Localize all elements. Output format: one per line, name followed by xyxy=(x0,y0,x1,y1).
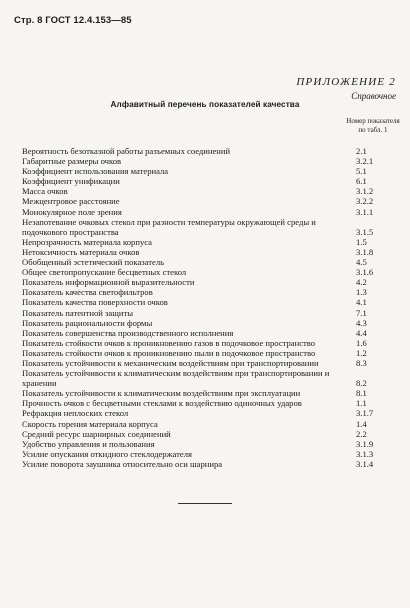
indicator-name: Усилие поворота заушника относительно оси шарнира xyxy=(22,458,223,469)
indicator-name: Общее светопропускание бесцветных стекол xyxy=(22,267,187,278)
indicator-number: 8.3 xyxy=(356,357,367,368)
indicator-number: 3.2.1 xyxy=(356,156,374,167)
indicator-number: 3.1.8 xyxy=(356,246,374,257)
indicator-name: Межцентровое расстояние xyxy=(22,196,120,207)
table-row xyxy=(22,429,400,439)
table-row xyxy=(22,207,400,217)
indicator-number: 4.3 xyxy=(356,317,367,328)
indicator-number: 1.3 xyxy=(356,287,367,298)
indicator-name: Показатель рациональности формы xyxy=(22,317,153,328)
indicator-number: 4.1 xyxy=(356,297,367,308)
indicator-number: 3.1.3 xyxy=(356,448,374,459)
table-row xyxy=(22,166,400,176)
table-row xyxy=(22,196,400,206)
indicator-number: 3.1.6 xyxy=(356,267,374,278)
table-row xyxy=(22,308,400,318)
table-row xyxy=(22,186,400,196)
table-row xyxy=(22,408,400,418)
appendix-block xyxy=(296,76,396,102)
appendix-title: ПРИЛОЖЕНИЕ 2 xyxy=(296,76,396,88)
indicator-number: 3.1.9 xyxy=(356,438,374,449)
column-header-number: Номер показателя по табл. 1 xyxy=(346,117,400,134)
indicator-number: 6.1 xyxy=(356,176,367,187)
indicator-name: Коэффициент использования материала xyxy=(22,166,169,177)
table-row xyxy=(22,217,400,237)
table-row xyxy=(22,348,400,358)
table-row xyxy=(22,439,400,449)
table-row xyxy=(22,358,400,368)
indicator-name: Показатель устойчивости к климатическим воздействиям при транспортировании и хранении xyxy=(22,368,330,389)
table-row xyxy=(22,388,400,398)
indicator-name: Коэффициент унификации xyxy=(22,176,120,187)
table-row xyxy=(22,156,400,166)
indicator-name: Средний ресурс шарнирных соединений xyxy=(22,428,171,439)
indicator-name: Масса очков xyxy=(22,186,68,197)
indicator-name: Скорость горения материала корпуса xyxy=(22,418,158,429)
indicator-number: 3.1.5 xyxy=(356,226,374,237)
indicator-number: 8.2 xyxy=(356,378,367,389)
indicator-number: 2.2 xyxy=(356,428,367,439)
table-row xyxy=(22,146,400,156)
indicator-name: Показатель стойкости очков к проникновению газов в подочковое пространство xyxy=(22,337,316,348)
indicator-name: Вероятность безотказной работы разъемных соединений xyxy=(22,146,231,156)
indicator-number: 5.1 xyxy=(356,166,367,177)
indicator-name: Усилие опускания откидного стеклодержателя xyxy=(22,448,192,459)
indicator-number: 4.4 xyxy=(356,327,367,338)
indicator-name: Показатель качества поверхности очков xyxy=(22,297,168,308)
indicator-number: 3.2.2 xyxy=(356,196,374,207)
table-row xyxy=(22,398,400,408)
indicator-number: 1.4 xyxy=(356,418,367,429)
table-row xyxy=(22,277,400,287)
indicator-name: Незапотевание очковых стекол при разности температуры окружающей среды и подочкового пространства xyxy=(22,216,316,237)
indicator-name: Нетоксичность материала очков xyxy=(22,246,140,257)
indicator-name: Показатель устойчивости к механическим воздействиям при транспортировании xyxy=(22,357,319,368)
indicator-number: 3.1.2 xyxy=(356,186,374,197)
indicator-name: Показатель совершенства производственного исполнения xyxy=(22,327,234,338)
page-header: Стр. 8 ГОСТ 12.4.153—85 xyxy=(14,15,132,26)
table-row xyxy=(22,449,400,459)
table-row xyxy=(22,176,400,186)
indicator-name: Монокулярное поле зрения xyxy=(22,206,122,217)
indicator-number: 1.5 xyxy=(356,236,367,247)
indicator-name: Показатель устойчивости к климатическим воздействиям при эксплуатации xyxy=(22,388,301,399)
indicator-number: 3.1.1 xyxy=(356,206,374,217)
indicator-name: Удобство управления и пользования xyxy=(22,438,155,449)
indicator-number: 4.5 xyxy=(356,257,367,268)
indicator-name: Показатель информационной выразительности xyxy=(22,277,195,288)
indicator-number: 1.2 xyxy=(356,347,367,358)
indicator-name: Рефракция неплоских стекол xyxy=(22,408,129,419)
indicator-number: 3.1.4 xyxy=(356,458,374,469)
table-row xyxy=(22,368,400,388)
table-row xyxy=(22,459,400,469)
table-row xyxy=(22,257,400,267)
table-row xyxy=(22,247,400,257)
indicator-name: Показатель качества светофильтров xyxy=(22,287,153,298)
indicator-name: Показатель стойкости очков к проникновению пыли в подочковое пространство xyxy=(22,347,316,358)
closing-rule xyxy=(178,503,232,504)
table-row xyxy=(22,287,400,297)
indicator-name: Габаритные размеры очков xyxy=(22,156,122,167)
table-row xyxy=(22,419,400,429)
indicator-number: 2.1 xyxy=(356,146,367,156)
appendix-subtitle: Справочное xyxy=(351,91,396,101)
indicator-number: 8.1 xyxy=(356,388,367,399)
indicator-name: Показатель патентной защиты xyxy=(22,307,133,318)
table-row xyxy=(22,328,400,338)
indicator-number: 3.1.7 xyxy=(356,408,374,419)
indicator-number: 1.6 xyxy=(356,337,367,348)
table-row xyxy=(22,267,400,277)
table-row xyxy=(22,297,400,307)
indicator-name: Непрозрачность материала корпуса xyxy=(22,236,152,247)
table-row xyxy=(22,318,400,328)
table-row xyxy=(22,237,400,247)
indicator-name: Прочность очков с бесцветными стеклами к воздействию одиночных ударов xyxy=(22,398,302,409)
indicator-name: Обобщенный эстетический показатель xyxy=(22,257,165,268)
indicator-list xyxy=(22,146,400,469)
indicator-number: 7.1 xyxy=(356,307,367,318)
table-row xyxy=(22,338,400,348)
document-title: Алфавитный перечень показателей качества xyxy=(110,100,300,109)
indicator-number: 1.1 xyxy=(356,398,367,409)
indicator-number: 4.2 xyxy=(356,277,367,288)
